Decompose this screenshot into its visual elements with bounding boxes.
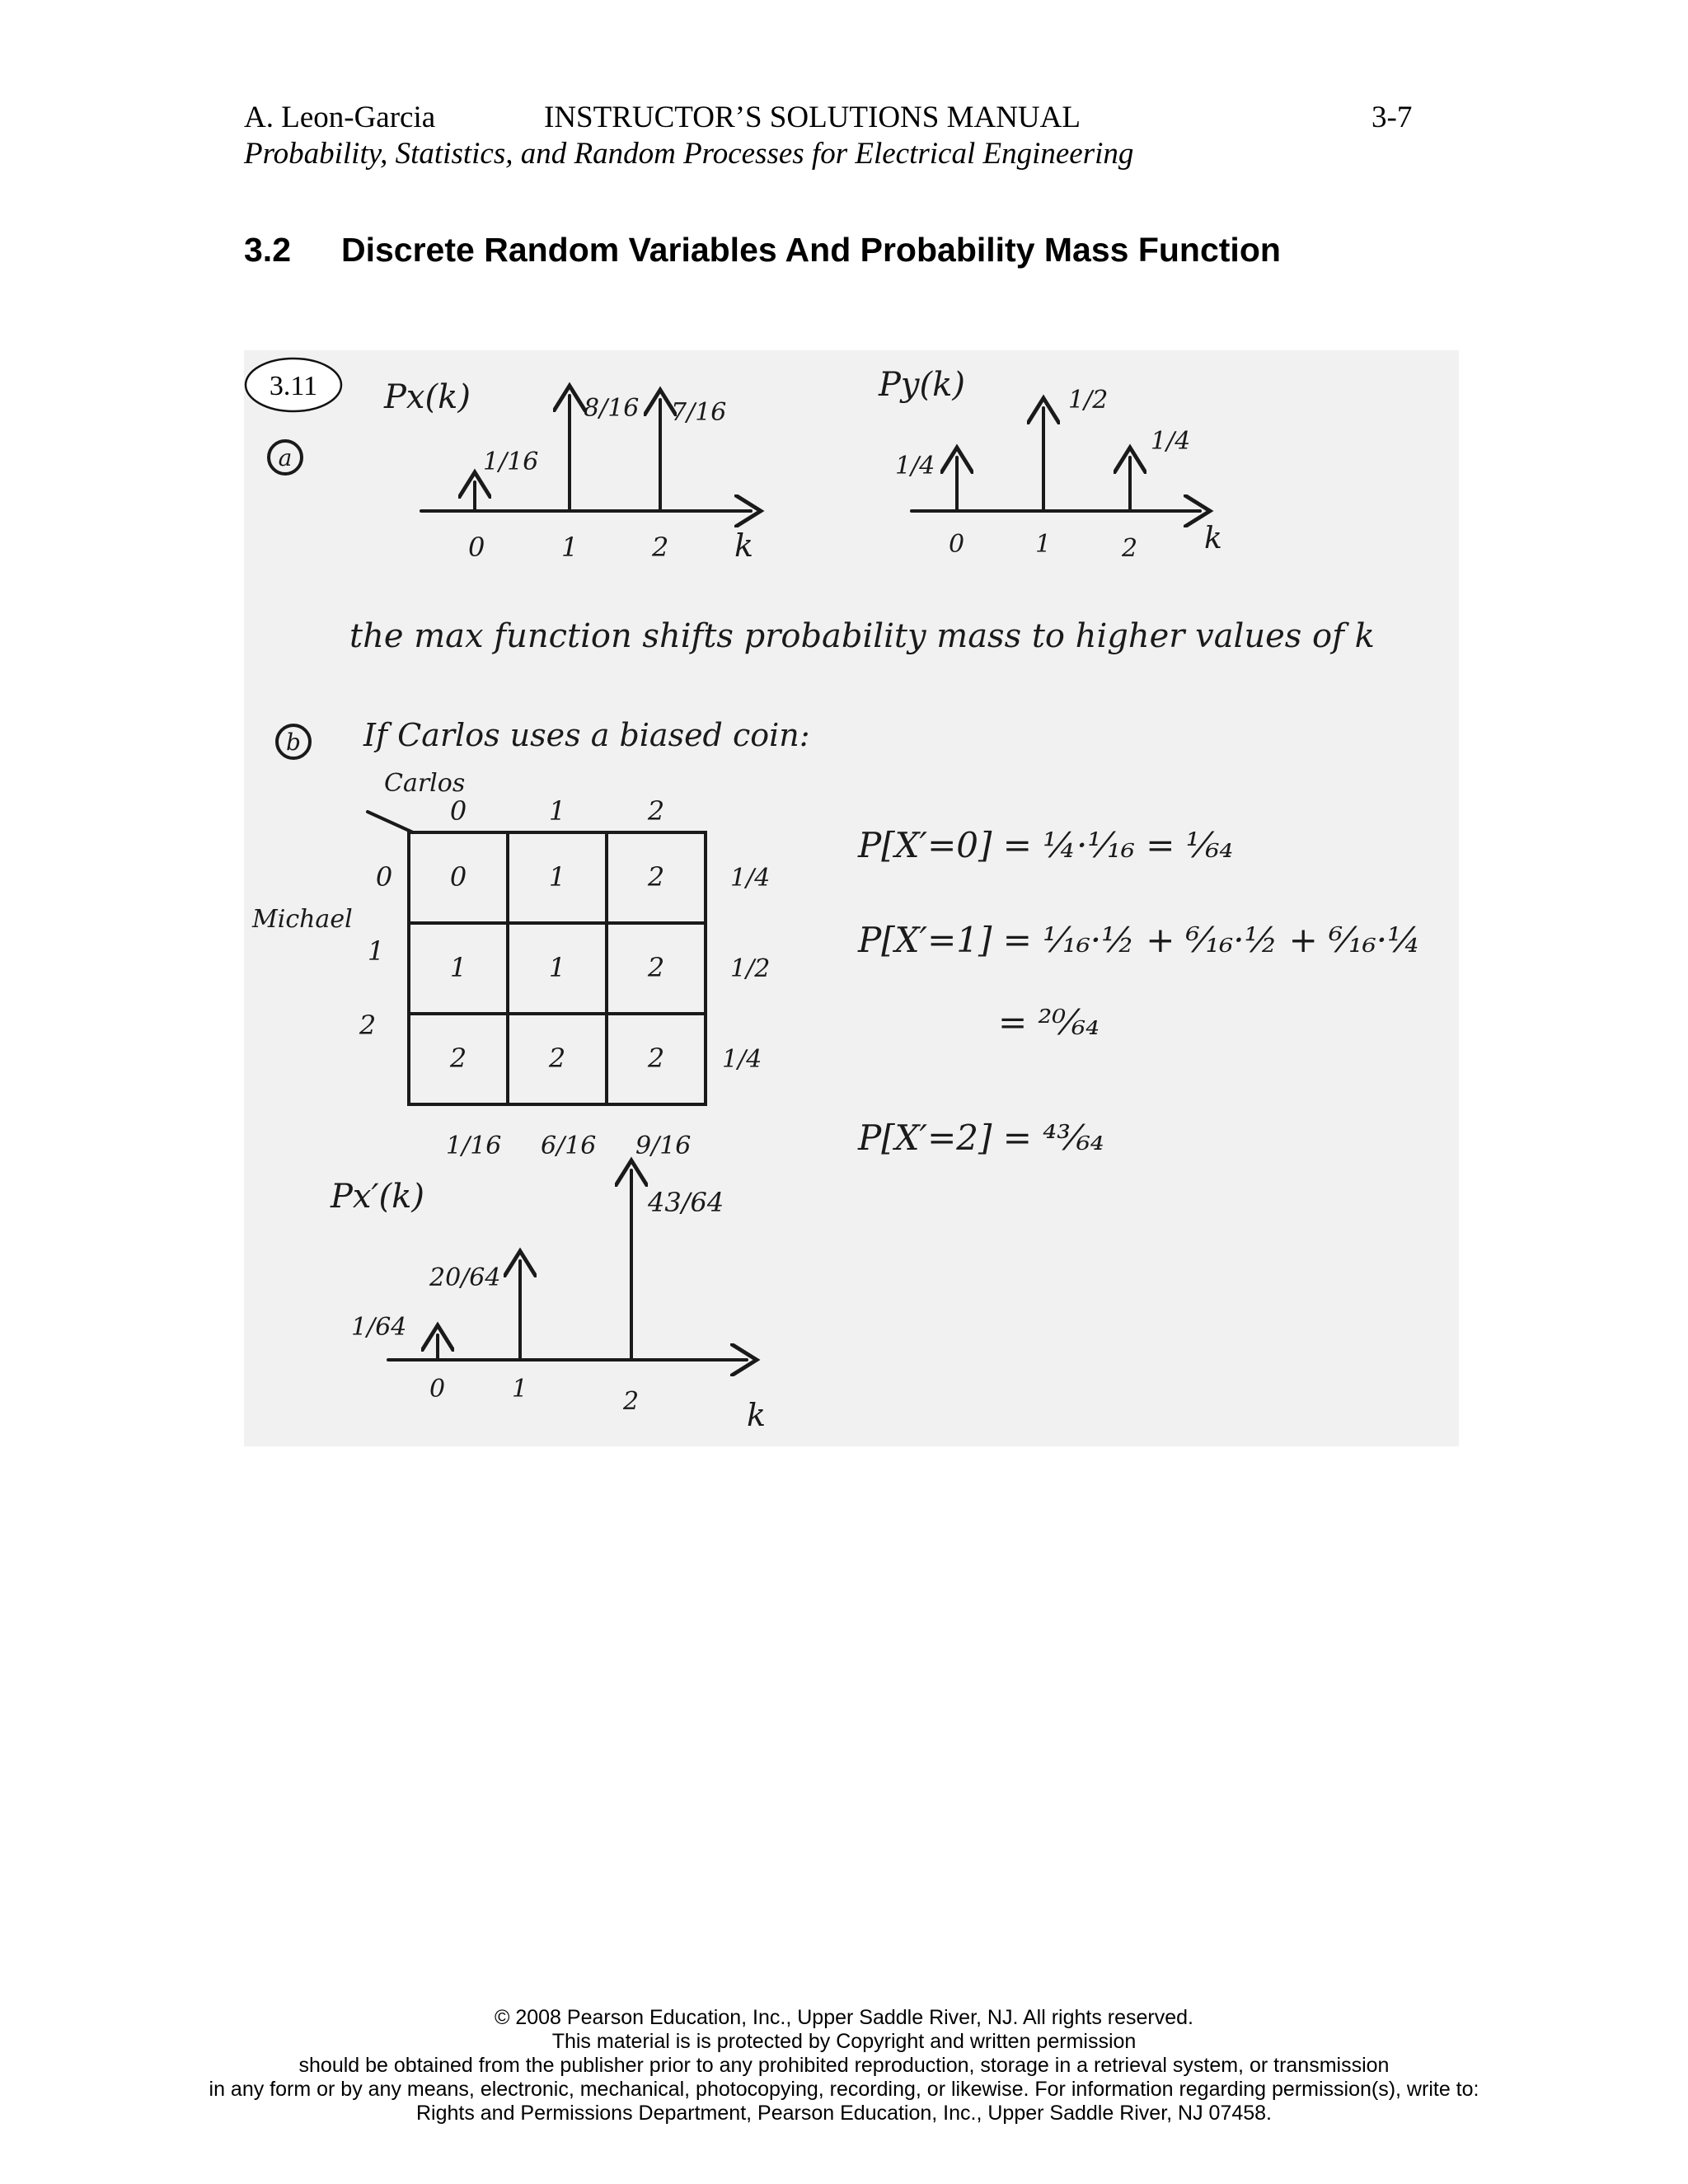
pxp-value-2: 43/64 bbox=[648, 1187, 724, 1218]
table-cell: 2 bbox=[647, 952, 665, 983]
pxp-tick-2: 2 bbox=[623, 1387, 640, 1416]
footer-line: © 2008 Pearson Education, Inc., Upper Saddle River, NJ. All rights reserved. bbox=[494, 2006, 1194, 2029]
row-header: Michael bbox=[252, 905, 353, 934]
row-value-2: 2 bbox=[359, 1010, 377, 1041]
equation-p1-result: = ²⁰⁄₆₄ bbox=[998, 1002, 1100, 1043]
section-heading bbox=[244, 231, 1281, 269]
px-tick-1: 1 bbox=[561, 532, 579, 563]
pxp-axis-var: k bbox=[747, 1397, 767, 1433]
header-author: A. Leon-Garcia bbox=[244, 101, 436, 134]
row-value-1: 1 bbox=[367, 935, 385, 967]
section-number: 3.2 bbox=[244, 231, 291, 269]
pxp-value-0: 1/64 bbox=[351, 1313, 407, 1342]
py-value-2: 1/4 bbox=[1151, 427, 1191, 456]
py-tick-1: 1 bbox=[1035, 530, 1052, 559]
px-tick-2: 2 bbox=[652, 532, 669, 563]
part-a-note: the max function shifts probability mass to higher values of k bbox=[349, 617, 1375, 655]
px-value-1: 8/16 bbox=[584, 394, 640, 423]
px-label: Px(k) bbox=[384, 378, 471, 416]
row-value-0: 0 bbox=[375, 861, 393, 893]
table-cell: 2 bbox=[647, 861, 665, 893]
table-cell: 2 bbox=[647, 1043, 665, 1074]
px-value-2: 7/16 bbox=[671, 398, 727, 427]
pxp-tick-0: 0 bbox=[429, 1375, 446, 1404]
header-book-title: Probability, Statistics, and Random Processes for Electrical Engineering bbox=[244, 137, 1134, 171]
table-cell: 1 bbox=[548, 952, 566, 983]
col-prob-1: 6/16 bbox=[541, 1132, 597, 1160]
section-title: Discrete Random Variables And Probability Mass Function bbox=[341, 231, 1281, 269]
pxp-value-1: 20/64 bbox=[429, 1263, 501, 1292]
py-value-0: 1/4 bbox=[895, 452, 935, 480]
table-cell: 1 bbox=[449, 952, 467, 983]
header-page-number: 3-7 bbox=[1372, 101, 1413, 134]
col-value-1: 1 bbox=[548, 795, 566, 827]
footer-line: in any form or by any means, electronic, mechanical, photocopying, recording, or likewise. For information regarding permission(s), write to: bbox=[209, 2078, 1479, 2101]
equation-p2: P[X′=2] = ⁴³⁄₆₄ bbox=[858, 1118, 1104, 1158]
footer-line: This material is is protected by Copyright and written permission bbox=[551, 2030, 1137, 2053]
py-value-1: 1/2 bbox=[1068, 386, 1109, 415]
px-tick-0: 0 bbox=[468, 532, 485, 563]
copyright-footer bbox=[0, 2006, 1688, 2125]
footer-line: Rights and Permissions Department, Pearson Education, Inc., Upper Saddle River, NJ 07458. bbox=[415, 2102, 1273, 2125]
equation-p0: P[X′=0] = ¼·¹⁄₁₆ = ¹⁄₆₄ bbox=[858, 825, 1234, 865]
table-corner-line bbox=[368, 812, 413, 832]
table-cell: 0 bbox=[449, 861, 467, 893]
handwritten-solution-scan bbox=[244, 350, 1459, 1446]
table-cell: 1 bbox=[548, 861, 566, 893]
part-a-label: a bbox=[278, 444, 293, 471]
row-prob-2: 1/4 bbox=[722, 1045, 762, 1074]
col-prob-0: 1/16 bbox=[446, 1132, 502, 1160]
px-value-0: 1/16 bbox=[483, 448, 539, 476]
part-b-heading: If Carlos uses a biased coin: bbox=[363, 717, 810, 753]
col-header: Carlos bbox=[384, 769, 466, 798]
col-prob-2: 9/16 bbox=[635, 1132, 692, 1160]
row-prob-0: 1/4 bbox=[730, 864, 771, 893]
equation-p1: P[X′=1] = ¹⁄₁₆·½ + ⁶⁄₁₆·½ + ⁶⁄₁₆·¼ bbox=[858, 920, 1421, 960]
col-value-0: 0 bbox=[449, 795, 467, 827]
pxp-tick-1: 1 bbox=[512, 1375, 528, 1404]
footer-line: should be obtained from the publisher prior to any prohibited reproduction, storage in a retrieval system, or transmission bbox=[298, 2054, 1390, 2077]
problem-number: 3.11 bbox=[269, 371, 318, 401]
py-tick-2: 2 bbox=[1122, 534, 1138, 563]
header-title: INSTRUCTOR’S SOLUTIONS MANUAL bbox=[544, 101, 1081, 134]
py-axis-var: k bbox=[1204, 522, 1222, 555]
row-prob-1: 1/2 bbox=[730, 954, 771, 983]
part-b-label: b bbox=[286, 729, 301, 756]
py-tick-0: 0 bbox=[949, 530, 965, 559]
py-label: Py(k) bbox=[879, 366, 965, 404]
table-cell: 2 bbox=[449, 1043, 467, 1074]
pxp-label: Px′(k) bbox=[331, 1178, 425, 1216]
solution-drawing bbox=[244, 350, 1459, 1446]
col-value-2: 2 bbox=[647, 795, 665, 827]
px-axis-var: k bbox=[734, 527, 754, 564]
table-cell: 2 bbox=[548, 1043, 566, 1074]
